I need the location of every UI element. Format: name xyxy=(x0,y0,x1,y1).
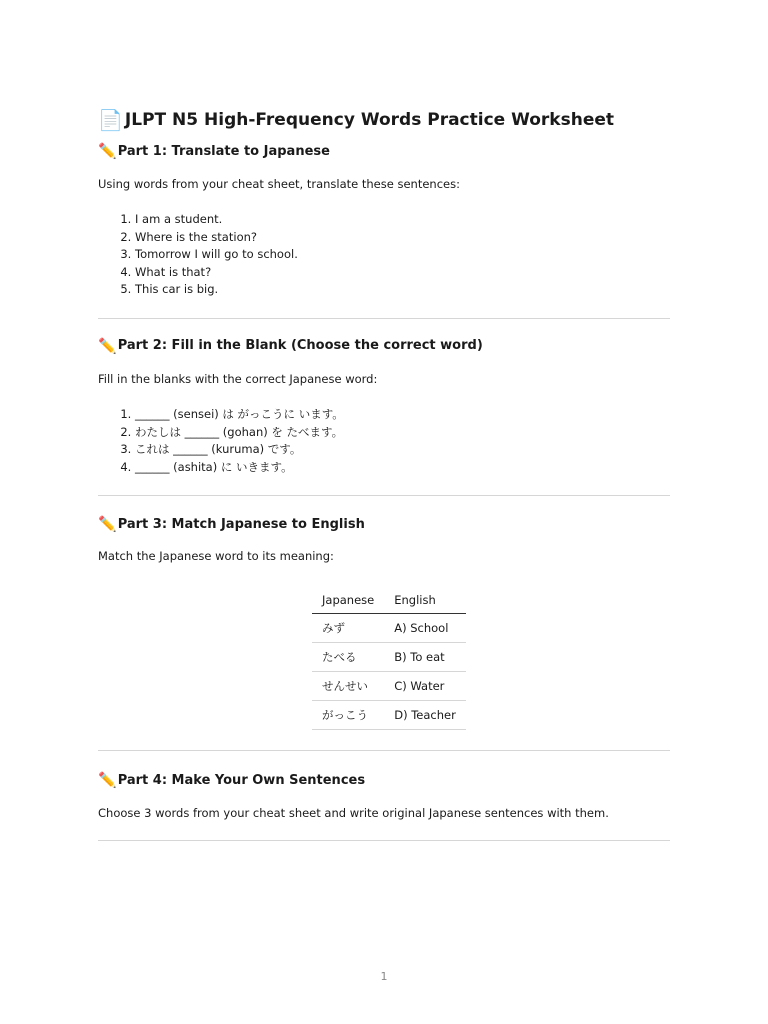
worksheet-page xyxy=(98,104,670,841)
table-row xyxy=(312,643,466,672)
list-item: 1. I am a student. xyxy=(135,211,670,229)
part3-heading xyxy=(98,515,670,533)
pencil-icon: ✏️ xyxy=(98,336,117,355)
table-row xyxy=(312,701,466,730)
part2-instruction: Fill in the blanks with the correct Japanese word: xyxy=(98,371,378,386)
column-header-japanese: Japanese xyxy=(312,586,384,614)
part3-heading-text: Part 3: Match Japanese to English xyxy=(117,516,365,532)
list-item: 4. What is that? xyxy=(135,264,670,282)
part4-heading xyxy=(98,771,670,789)
part1-heading-text: Part 1: Translate to Japanese xyxy=(117,143,330,159)
list-item: 3. これは ______ (kuruma) です。 xyxy=(135,441,670,459)
column-header-english: English xyxy=(384,586,466,614)
part1-list xyxy=(98,211,670,299)
divider xyxy=(98,840,670,841)
pencil-icon: ✏️ xyxy=(98,142,117,160)
table-row xyxy=(312,672,466,701)
list-item: 1. ______ (sensei) は がっこうに います。 xyxy=(135,406,670,424)
list-item: 5. This car is big. xyxy=(135,281,670,299)
part1-heading xyxy=(98,142,670,160)
table-cell: がっこう xyxy=(312,701,384,730)
page-number: 1 xyxy=(380,970,388,983)
table-cell: せんせい xyxy=(312,672,384,701)
table-cell: B) To eat xyxy=(384,643,466,672)
page-title-text: JLPT N5 High-Frequency Words Practice Worksheet xyxy=(124,110,615,130)
table-header-row xyxy=(312,586,466,614)
list-item: 3. Tomorrow I will go to school. xyxy=(135,246,670,264)
part1-instruction: Using words from your cheat sheet, translate these sentences: xyxy=(98,177,460,191)
part3-instruction: Match the Japanese word to its meaning: xyxy=(98,549,334,564)
table-cell: D) Teacher xyxy=(384,701,466,730)
table-cell: みず xyxy=(312,614,384,643)
list-item: 2. Where is the station? xyxy=(135,229,670,247)
pencil-icon: ✏️ xyxy=(98,771,117,790)
table-row xyxy=(312,614,466,643)
part4-heading-text: Part 4: Make Your Own Sentences xyxy=(117,772,366,788)
table-cell: たべる xyxy=(312,643,384,672)
divider xyxy=(98,318,670,319)
part2-list xyxy=(98,406,670,476)
part4-instruction: Choose 3 words from your cheat sheet and write original Japanese sentences with them. xyxy=(98,806,609,821)
list-item: 4. ______ (ashita) に いきます。 xyxy=(135,459,670,477)
page-title xyxy=(98,104,670,136)
table-cell: C) Water xyxy=(384,672,466,701)
table-cell: A) School xyxy=(384,614,466,643)
pencil-icon: ✏️ xyxy=(98,515,117,534)
divider xyxy=(98,495,670,496)
divider xyxy=(98,750,670,751)
document-icon: 📄 xyxy=(98,108,123,132)
part2-heading-text: Part 2: Fill in the Blank (Choose the correct word) xyxy=(117,338,483,354)
matching-table xyxy=(312,586,466,730)
list-item: 2. わたしは ______ (gohan) を たべます。 xyxy=(135,424,670,442)
part2-heading xyxy=(98,337,670,355)
